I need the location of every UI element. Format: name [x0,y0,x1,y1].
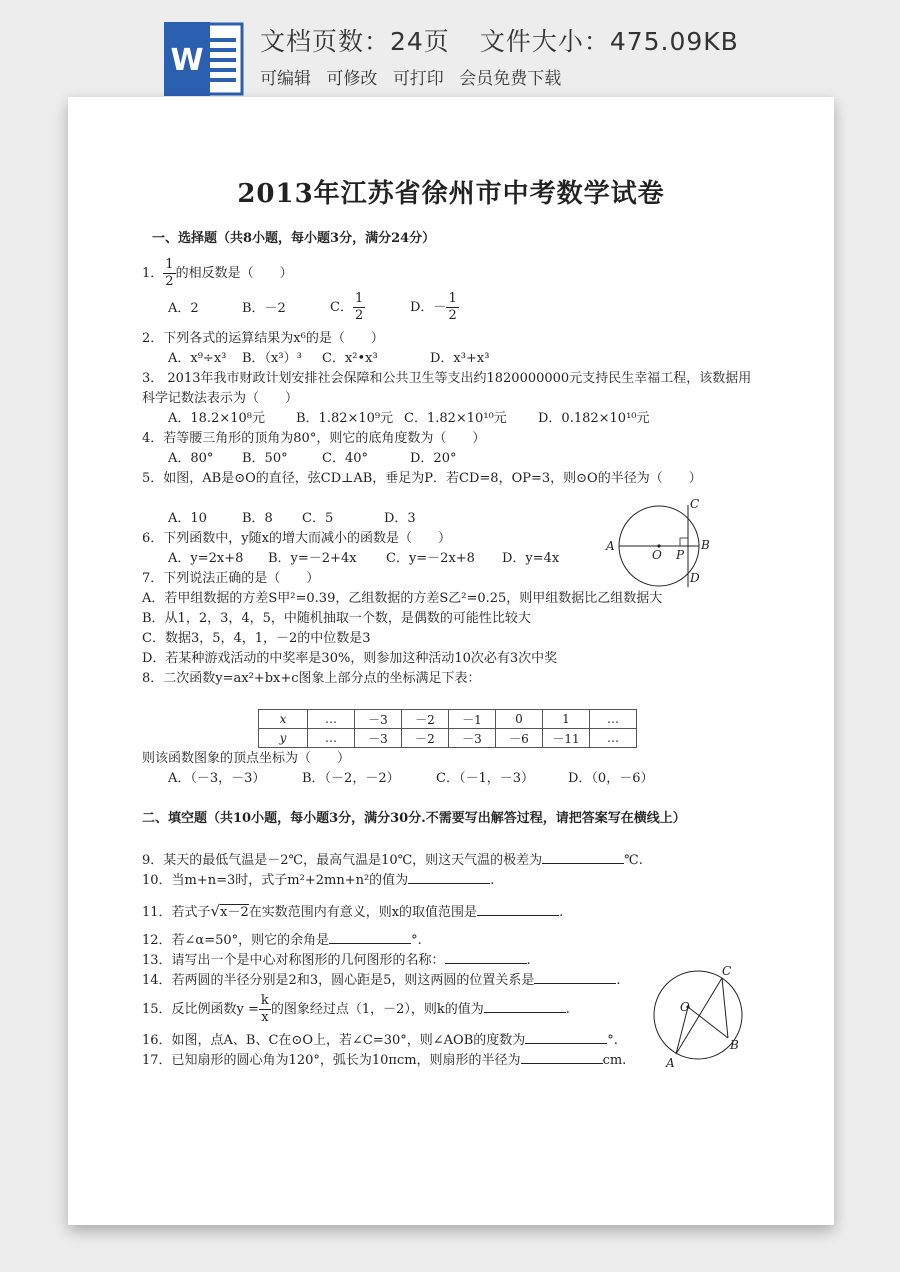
answer-blank-15[interactable] [484,1000,566,1013]
answer-blank-17[interactable] [521,1051,603,1064]
q7-option-b[interactable]: B．从1，2，3，4，5，中随机抽取一个数，是偶数的可能性比较大 [142,611,531,626]
q6-option-a[interactable]: A．y=2x+8 [168,551,244,566]
q6-option-d[interactable]: D．y=4x [502,551,560,566]
q8-option-b[interactable]: B．（－2，－2） [302,771,400,786]
question-3-line1: 3． 2013年我市财政计划安排社会保障和公共卫生等支出约1820000000元支持民生幸福工程，该数据用 [142,371,752,386]
question-2: 2．下列各式的运算结果为x⁶的是（ ） [142,331,384,346]
q7-option-d[interactable]: D．若某种游戏活动的中奖率是30%，则参加这种活动10次必有3次中奖 [142,651,558,666]
question-1: 1． $\frac{1}{2}$ 的相反数是（ ） [142,257,293,289]
question-17: 17．已知扇形的圆心角为120°，弧长为10πcm，则扇形的半径为 cm. [142,1053,627,1068]
answer-blank-11[interactable] [477,903,559,916]
q3-option-a[interactable]: A．18.2×10⁸元 [168,411,265,426]
question-9: 9．某天的最低气温是－2℃，最高气温是10℃，则这天气温的极差为 ℃. [142,853,643,868]
q8-option-d[interactable]: D．（0，－6） [568,771,654,786]
q8-option-c[interactable]: C．（－1，－3） [436,771,534,786]
label-b: B [701,538,710,552]
feature-printable: 可打印 [392,69,444,89]
question-10: 10．当m+n=3时，式子m²+2mn+n²的值为 . [142,873,495,888]
xy-value-table [258,709,637,748]
q2-option-d[interactable]: D．x³+x³ [430,351,490,366]
label-a: A [666,1056,675,1070]
label-p: P [676,548,685,562]
q4-option-b[interactable]: B．50° [242,451,288,466]
q3-option-b[interactable]: B．1.82×10⁹元 [296,411,394,426]
download-banner [0,0,900,100]
answer-blank-10[interactable] [408,871,490,884]
q1-option-d[interactable]: D．－ $\frac{1}{2}$ [410,291,457,323]
q4-option-c[interactable]: C．40° [322,451,368,466]
question-16: 16．如图，点A、B、C在⊙O上，若∠C=30°，则∠AOB的度数为 °. [142,1033,618,1048]
section-heading-choice: 一、选择题（共8小题，每小题3分，满分24分） [152,231,436,246]
q1-option-c[interactable]: C． $\frac{1}{2}$ [330,291,364,323]
label-o: O [680,1000,690,1014]
question-8-followup: 则该函数图象的顶点坐标为（ ） [142,751,351,766]
answer-blank-9[interactable] [542,851,624,864]
question-7: 7．下列说法正确的是（ ） [142,571,320,586]
page-count: 文档页数：24页 [260,27,450,56]
question-14: 14．若两圆的半径分别是2和3，圆心距是5，则这两圆的位置关系是 . [142,973,621,988]
label-c: C [722,964,732,978]
circle-diameter-figure [604,495,714,587]
q1-option-a[interactable]: A．2 [168,301,199,316]
feature-modifiable: 可修改 [326,69,378,89]
q1-option-b[interactable]: B．－2 [242,301,286,316]
question-12: 12．若∠α=50°，则它的余角是 °. [142,933,422,948]
label-c: C [690,497,700,511]
q3-option-c[interactable]: C．1.82×10¹⁰元 [404,411,507,426]
q2-option-a[interactable]: A．x⁹÷x³ [168,351,227,366]
q2-option-b[interactable]: B．（x³）³ [242,351,302,366]
section-heading-fill: 二、填空题（共10小题，每小题3分，满分30分.不需要写出解答过程，请把答案写在横线上） [142,811,686,826]
table-row-y: y … －3 －2 －3 －6 －11 … [259,729,637,748]
question-3-line2: 科学记数法表示为（ ） [142,391,299,406]
question-15: 15．反比例函数y = $\frac{k}{x}$ 的图象经过点（1，－2），则k的值为 . [142,993,570,1025]
question-11: 11．若式子√x－2在实数范围内有意义，则x的取值范围是 . [142,902,564,920]
label-a: A [606,539,615,553]
q5-option-d[interactable]: D．3 [384,511,416,526]
question-13: 13．请写出一个是中心对称图形的几何图形的名称： . [142,953,531,968]
label-d: D [690,571,700,585]
q4-option-d[interactable]: D．20° [410,451,457,466]
feature-editable: 可编辑 [260,69,311,89]
answer-blank-16[interactable] [525,1031,607,1044]
file-size: 文件大小：475.09KB [479,27,739,56]
svg-text:W: W [170,43,204,78]
answer-blank-14[interactable] [534,971,616,984]
question-4: 4．若等腰三角形的顶角为80°，则它的底角度数为（ ） [142,431,486,446]
q8-option-a[interactable]: A．（－3，－3） [168,771,266,786]
label-o: O [652,548,662,562]
q6-option-c[interactable]: C．y=－2x+8 [386,551,475,566]
word-doc-icon [164,22,244,96]
table-row-x: x … －3 －2 －1 0 1 … [259,710,637,729]
q5-option-c[interactable]: C．5 [302,511,334,526]
q4-option-a[interactable]: A．80° [168,451,214,466]
q2-option-c[interactable]: C．x²•x³ [322,351,378,366]
q7-option-c[interactable]: C．数据3，5，4，1，－2的中位数是3 [142,631,371,646]
document-page [68,97,834,1225]
label-b: B [730,1038,739,1052]
question-8: 8．二次函数y=ax²+bx+c图象上部分点的坐标满足下表： [142,671,481,686]
page-title: 2013年江苏省徐州市中考数学试卷 [237,179,665,209]
answer-blank-13[interactable] [445,951,527,964]
q3-option-d[interactable]: D．0.182×10¹⁰元 [538,411,650,426]
q5-option-a[interactable]: A．10 [168,511,207,526]
feature-member-download: 会员免费下载 [459,69,562,89]
answer-blank-12[interactable] [329,931,411,944]
q6-option-b[interactable]: B．y=－2+4x [268,551,357,566]
question-6: 6．下列函数中，y随x的增大而减小的函数是（ ） [142,531,451,546]
q5-option-b[interactable]: B．8 [242,511,273,526]
q7-option-a[interactable]: A．若甲组数据的方差S甲²=0.39，乙组数据的方差S乙²=0.25，则甲组数据比乙组数据大 [142,591,663,606]
inscribed-angle-figure [650,963,750,1073]
question-5: 5．如图，AB是⊙O的直径，弦CD⊥AB，垂足为P．若CD=8，OP=3，则⊙O的半径为（ ） [142,471,702,486]
